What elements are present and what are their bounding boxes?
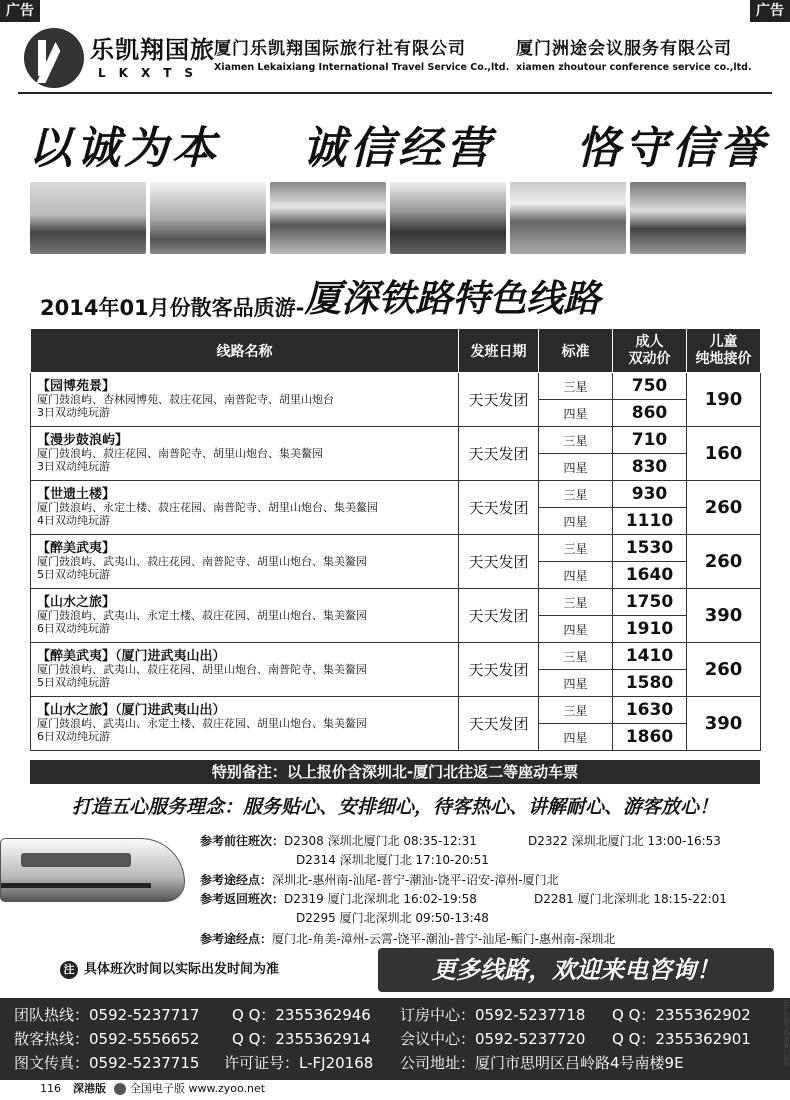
price-3star: 930 xyxy=(613,481,687,508)
header-child: 儿童 纯地接价 xyxy=(687,329,761,373)
route-title: 【漫步鼓浪屿】 xyxy=(37,433,129,448)
fax-label: 图文传真： xyxy=(14,1054,90,1072)
standard-4star: 四星 xyxy=(539,670,613,697)
route-title: 【醉美武夷】 xyxy=(37,541,116,556)
price-4star: 860 xyxy=(613,400,687,427)
price-3star: 1530 xyxy=(613,535,687,562)
route-title: 【山水之旅】（厦门进武夷山出） xyxy=(37,703,226,718)
company-name-1: 厦门乐凯翔国际旅行社有限公司 Xiamen Lekaixiang International Travel Service Co.,ltd. xyxy=(214,39,510,73)
scatter-phone: 0592-5556652 xyxy=(89,1030,200,1048)
special-note: 特别备注：以上报价含深圳北-厦门北往返二等座动车票 xyxy=(30,760,760,784)
page-title xyxy=(40,268,760,322)
price-4star: 830 xyxy=(613,454,687,481)
standard-4star: 四星 xyxy=(539,508,613,535)
price-4star: 1860 xyxy=(613,724,687,751)
qq-3: 2355362914 xyxy=(275,1030,371,1048)
photo-tulou xyxy=(510,182,626,254)
scenery-photos xyxy=(30,182,746,254)
route-stops: 厦门鼓浪屿、菽庄花园、南普陀寺、胡里山炮台、集美鳌园 xyxy=(37,447,323,460)
title-prefix: 2014年01月份散客品质游- xyxy=(40,296,305,320)
qq-label-1: Q Q： xyxy=(232,1006,276,1024)
ret-train-2: D2281 厦门北深圳北 18:15-22:01 xyxy=(534,892,727,906)
route-name-cell xyxy=(31,589,459,643)
table-row xyxy=(31,589,761,616)
child-price: 160 xyxy=(687,427,761,481)
route-schedule: 天天发团 xyxy=(459,481,539,535)
route-days: 4日双动纯玩游 xyxy=(37,514,110,527)
table-row xyxy=(31,643,761,670)
train-body xyxy=(0,838,185,902)
standard-4star: 四星 xyxy=(539,400,613,427)
child-price: 390 xyxy=(687,697,761,751)
site-logo-icon xyxy=(114,1083,126,1095)
header-schedule: 发班日期 xyxy=(459,329,539,373)
standard-4star: 四星 xyxy=(539,454,613,481)
out-train-3: D2314 深圳北厦门北 17:10-20:51 xyxy=(296,853,489,867)
qq-label-2: Q Q： xyxy=(612,1006,656,1024)
train-image xyxy=(0,832,200,922)
route-schedule: 天天发团 xyxy=(459,697,539,751)
photo-river xyxy=(630,182,746,254)
via-out: 深圳北-惠州南-汕尾-普宁-潮汕-饶平-诏安-漳州-厦门北 xyxy=(272,873,559,887)
meeting-label: 会议中心： xyxy=(400,1030,476,1048)
route-stops: 厦门鼓浪屿、武夷山、永定土楼、菽庄花园、胡里山炮台、集美鳌园 xyxy=(37,609,367,622)
standard-3star: 三星 xyxy=(539,427,613,454)
standard-4star: 四星 xyxy=(539,616,613,643)
child-price: 260 xyxy=(687,643,761,697)
note-icon: 注 xyxy=(60,961,78,979)
license-label: 许可证号： xyxy=(224,1054,300,1072)
route-stops: 厦门鼓浪屿、武夷山、菽庄花园、南普陀寺、胡里山炮台、集美鳌园 xyxy=(37,555,367,568)
photo-coast xyxy=(150,182,266,254)
out-train-1: D2308 深圳北厦门北 08:35-12:31 xyxy=(284,834,477,848)
table-row xyxy=(31,427,761,454)
standard-3star: 三星 xyxy=(539,697,613,724)
out-label: 参考前往班次： xyxy=(200,834,285,848)
route-title: 【山水之旅】 xyxy=(37,595,116,610)
ad-label-right: 广告 xyxy=(750,0,790,22)
ad-label-left: 广告 xyxy=(0,0,40,22)
company-logo-icon xyxy=(24,28,84,88)
photo-cannon xyxy=(270,182,386,254)
via-ret: 厦门北-角美-漳州-云霄-饶平-潮汕-普宁-汕尾-鲘门-惠州南-深圳北 xyxy=(272,932,616,946)
standard-3star: 三星 xyxy=(539,643,613,670)
header-standard: 标准 xyxy=(539,329,613,373)
standard-4star: 四星 xyxy=(539,724,613,751)
price-4star: 1580 xyxy=(613,670,687,697)
route-name-cell xyxy=(31,697,459,751)
train-window xyxy=(21,853,131,867)
table-row xyxy=(31,481,761,508)
route-name-cell xyxy=(31,373,459,427)
address: 厦门市思明区吕岭路4号南楼9E xyxy=(475,1054,684,1072)
ret-train-1: D2319 厦门北深圳北 16:02-19:58 xyxy=(284,892,477,906)
title-main: 厦深铁路特色线路 xyxy=(304,276,601,320)
service-slogan: 打造五心服务理念：服务贴心、安排细心，待客热心、讲解耐心、游客放心！ xyxy=(71,796,718,818)
price-3star: 1750 xyxy=(613,589,687,616)
standard-3star: 三星 xyxy=(539,535,613,562)
qq-2: 2355362902 xyxy=(655,1006,751,1024)
address-label: 公司地址： xyxy=(400,1054,476,1072)
fax-number: 0592-5237715 xyxy=(89,1054,200,1072)
standard-3star: 三星 xyxy=(539,589,613,616)
standard-4star: 四星 xyxy=(539,562,613,589)
route-days: 6日双动纯玩游 xyxy=(37,622,110,635)
child-price: 190 xyxy=(687,373,761,427)
route-stops: 厦门鼓浪屿、武夷山、永定土楼、菽庄花园、胡里山炮台、集美鳌园 xyxy=(37,717,367,730)
contact-panel xyxy=(0,998,790,1080)
qq-4: 2355362901 xyxy=(655,1030,751,1048)
photo-pagoda xyxy=(30,182,146,254)
standard-3star: 三星 xyxy=(539,481,613,508)
route-stops: 厦门鼓浪屿、杏林园博苑、菽庄花园、南普陀寺、胡里山炮台 xyxy=(37,393,334,406)
license-number: L-FJ20168 xyxy=(299,1054,374,1072)
scatter-label: 散客热线： xyxy=(14,1030,90,1048)
header-route: 线路名称 xyxy=(31,329,459,373)
meeting-phone: 0592-5237720 xyxy=(475,1030,586,1048)
qq-label-3: Q Q： xyxy=(232,1030,276,1048)
table-row xyxy=(31,373,761,400)
route-days: 3日双动纯玩游 xyxy=(37,460,110,473)
ticket-phone: 0592-5237718 xyxy=(475,1006,586,1024)
edition: 深港版 xyxy=(73,1082,106,1095)
price-3star: 1630 xyxy=(613,697,687,724)
team-phone: 0592-5237717 xyxy=(89,1006,200,1024)
price-3star: 710 xyxy=(613,427,687,454)
train-stripe xyxy=(1,883,151,888)
price-3star: 1410 xyxy=(613,643,687,670)
route-title: 【醉美武夷】（厦门进武夷山出） xyxy=(37,649,226,664)
route-schedule: 天天发团 xyxy=(459,589,539,643)
route-table xyxy=(30,328,761,751)
route-schedule: 天天发团 xyxy=(459,643,539,697)
page-number: 116 xyxy=(40,1082,61,1095)
footnote-text: 具体班次时间以实际出发时间为准 xyxy=(84,962,280,977)
route-days: 6日双动纯玩游 xyxy=(37,730,110,743)
company-name-2: 厦门洲途会议服务有限公司 xiamen zhoutour conference service co.,ltd. xyxy=(516,39,752,73)
route-name-cell xyxy=(31,535,459,589)
ret-train-3: D2295 厦门北深圳北 09:50-13:48 xyxy=(296,911,489,925)
ticket-label: 订房中心： xyxy=(400,1006,476,1024)
route-stops: 厦门鼓浪屿、永定土楼、菽庄花园、南普陀寺、胡里山炮台、集美鳌园 xyxy=(37,501,378,514)
route-days: 3日双动纯玩游 xyxy=(37,406,110,419)
company-header xyxy=(18,24,772,94)
logo-text: 乐凯翔国旅 xyxy=(90,36,215,64)
slogan-2: 诚信经营 xyxy=(302,123,494,174)
footnote xyxy=(60,958,279,979)
route-name-cell xyxy=(31,643,459,697)
out-train-2: D2322 深圳北厦门北 13:00-16:53 xyxy=(528,834,721,848)
via-out-label: 参考途经点： xyxy=(200,873,273,887)
price-4star: 1910 xyxy=(613,616,687,643)
child-price: 390 xyxy=(687,589,761,643)
route-stops: 厦门鼓浪屿、武夷山、菽庄花园、胡里山炮台、南普陀寺、集美鳌园 xyxy=(37,663,367,676)
page-footer xyxy=(40,1080,265,1098)
route-name-cell xyxy=(31,427,459,481)
ret-label: 参考返回班次： xyxy=(200,892,285,906)
header-adult: 成人 双动价 xyxy=(613,329,687,373)
child-price: 260 xyxy=(687,535,761,589)
photo-pavilion xyxy=(390,182,506,254)
price-4star: 1110 xyxy=(613,508,687,535)
route-days: 5日双动纯玩游 xyxy=(37,676,110,689)
price-4star: 1640 xyxy=(613,562,687,589)
price-3star: 750 xyxy=(613,373,687,400)
route-title: 【世遗土楼】 xyxy=(37,487,116,502)
via-ret-label: 参考途经点： xyxy=(200,932,273,946)
table-row xyxy=(31,697,761,724)
qq-1: 2355362946 xyxy=(275,1006,371,1024)
logo-abbrev: LKXTS xyxy=(98,66,207,80)
site-url: 全国电子版 www.zyoo.net xyxy=(130,1082,266,1095)
route-schedule: 天天发团 xyxy=(459,535,539,589)
standard-3star: 三星 xyxy=(539,373,613,400)
route-days: 5日双动纯玩游 xyxy=(37,568,110,581)
team-label: 团队热线： xyxy=(14,1006,90,1024)
route-name-cell xyxy=(31,481,459,535)
consult-banner: 更多线路，欢迎来电咨询！ xyxy=(378,948,774,992)
table-row xyxy=(31,535,761,562)
route-schedule: 天天发团 xyxy=(459,373,539,427)
route-title: 【园博苑景】 xyxy=(37,379,116,394)
slogan-1: 以诚为本 xyxy=(28,123,220,174)
child-price: 260 xyxy=(687,481,761,535)
qq-label-4: Q Q： xyxy=(612,1030,656,1048)
slogan xyxy=(28,112,768,176)
slogan-3: 恪守信誉 xyxy=(576,123,768,174)
ad-disclaimer: 此广告图文均由客户提供 xyxy=(782,1000,789,1066)
route-schedule: 天天发团 xyxy=(459,427,539,481)
